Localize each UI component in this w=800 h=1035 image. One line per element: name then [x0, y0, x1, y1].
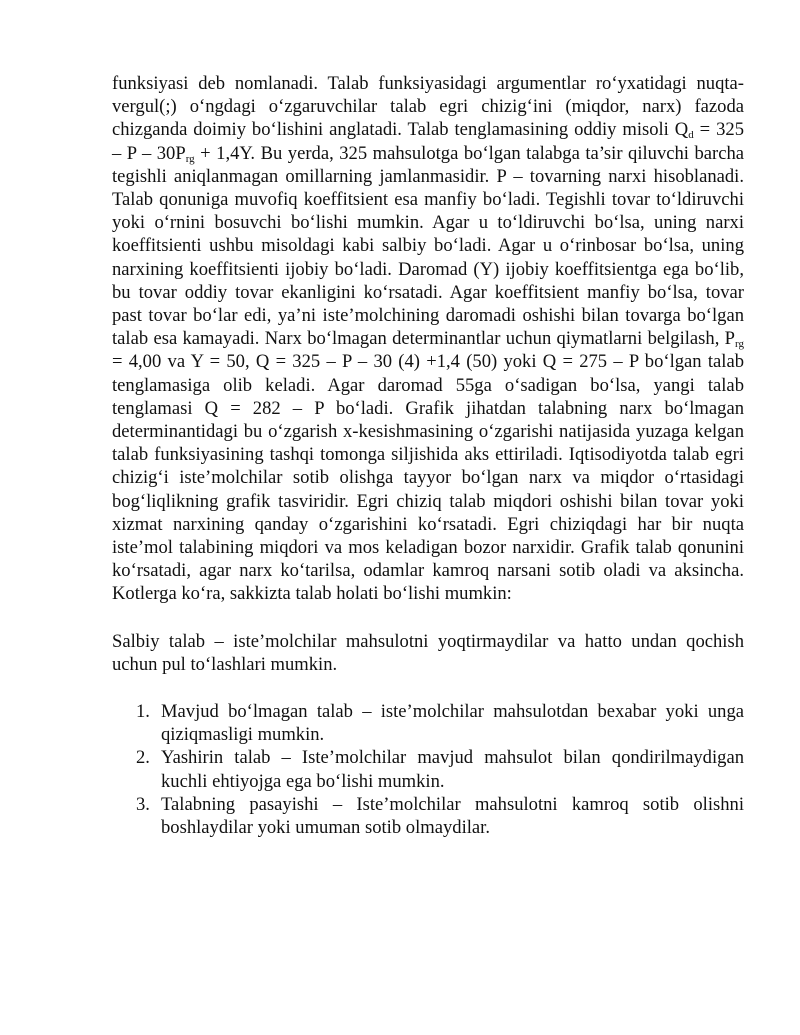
subscript-rg: rg	[735, 338, 744, 351]
document-page	[112, 72, 744, 839]
paragraph-text: + 1,4Y. Bu yerda, 325 mahsulotga bo‘lgan talabga ta’sir qiluvchi barcha tegishli aniqlanmagan omillarning jamlanmasidir. P – tovarning narxi hisoblanadi. Talab qonuniga muvofiq koeffitsient esa manfiy bo‘ladi. Tegishli tovar to‘ldiruvchi yoki o‘rnini bosuvchi bo‘lishi mumkin. Agar u to‘ldiruvchi bo‘lsa, uning narxi koeffitsienti ushbu misoldagi kabi salbiy bo‘ladi. Agar u o‘rinbosar bo‘lsa, uning narxining koeffitsienti ijobiy bo‘ladi. Daromad (Y) ijobiy koeffitsientga ega bo‘lib, bu tovar oddiy tovar ekanligini ko‘rsatadi. Agar koeffitsient manfiy bo‘lsa, tovar past tovar bo‘lar edi, ya’ni iste’molchining daromadi oshishi bilan tovarga bo‘lgan talab esa kamayadi. Narx bo‘lmagan determinantlar uchun qiymatlarni belgilash, P	[112, 142, 745, 350]
paragraph-text: = 325 – P – 30P	[112, 119, 744, 164]
paragraph-text: = 4,00 va Y = 50, Q = 325 – P – 30 (4) +1,4 (50) yoki Q = 275 – P bo‘lgan talab tenglamasiga olib keladi. Agar daromad 55ga o‘sadigan bo‘lsa, yangi talab tenglamasi Q = 282 – P bo‘ladi. Grafik jihatdan talabning narx bo‘lmagan determinantidagi bu o‘zgarish x-kesishmasining o‘zgarishi natijasida yuzaga kelgan talab funksiyasining tashqi tomonga siljishida aks ettiriladi. Iqtisodiyotda talab egri chizig‘i iste’molchilar sotib olishga tayyor bo‘lgan narx va miqdor o‘rtasidagi bog‘liqlikning grafik tasviridir. Egri chiziq talab miqdori oshishi bilan tovar yoki xizmat narxining qanday o‘zgarishini ko‘rsatadi. Egri chiziqdagi har bir nuqta iste’mol talabining miqdori va mos keladigan bozor narxidir. Grafik talab qonunini ko‘rsatadi, agar narx ko‘tarilsa, odamlar kamroq narsani sotib oladi va aksincha. Kotlerga ko‘ra, sakkizta talab holati bo‘lishi mumkin:	[112, 351, 744, 605]
body-paragraph-demand-function	[112, 72, 744, 606]
list-item-number: 2.	[136, 747, 150, 769]
list-item	[112, 700, 744, 746]
list-item	[112, 793, 744, 839]
body-paragraph-negative-demand: Salbiy talab – iste’molchilar mahsulotni yoqtirmaydilar va hatto undan qochish uchun pul to‘lashlari mumkin.	[112, 630, 744, 675]
list-item-number: 1.	[136, 701, 150, 723]
list-item-text: Talabning pasayishi – Iste’molchilar mahsulotni kamroq sotib olishni boshlaydilar yoki umuman sotib olmaydilar.	[161, 793, 744, 839]
list-item	[112, 746, 744, 792]
subscript-rg: rg	[185, 152, 195, 165]
list-item-text: Mavjud bo‘lmagan talab – iste’molchilar mahsulotdan bexabar yoki unga qiziqmasligi mumkin.	[161, 701, 744, 746]
demand-states-list	[112, 700, 744, 839]
subscript-d: d	[688, 129, 694, 142]
list-item-text: Yashirin talab – Iste’molchilar mavjud mahsulot bilan qondirilmaydigan kuchli ehtiyojga ega bo‘lishi mumkin.	[161, 747, 744, 792]
paragraph-text: funksiyasi deb nomlanadi. Talab funksiyasidagi argumentlar ro‘yxatidagi nuqta-vergul(;) o‘ngdagi o‘zgaruvchilar talab egri chizig‘ini (miqdor, narx) fazoda chizganda doimiy bo‘lishini anglatadi. Talab tenglamasining oddiy misoli Q	[112, 73, 744, 141]
list-item-number: 3.	[136, 793, 150, 815]
